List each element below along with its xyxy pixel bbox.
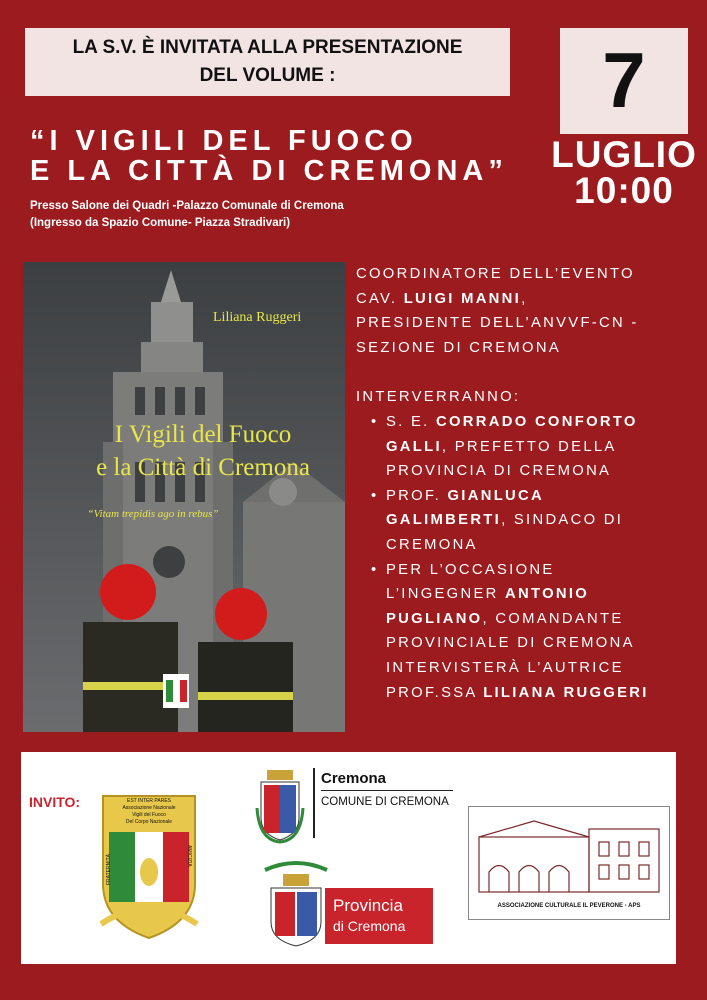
speaker-2-name: GIANLUCA	[447, 487, 544, 504]
speaker-1-role: , PREFETTO DELLA	[441, 438, 617, 455]
speaker-3-prefix: L’INGEGNER	[386, 586, 506, 603]
invite-line-2: DEL VOLUME :	[199, 65, 336, 86]
coordinator-line-3: PRESIDENTE DELL’ANVVF-CN -	[356, 315, 639, 332]
cathedral-photo	[23, 262, 345, 732]
author-name: LILIANA RUGGERI	[483, 684, 649, 701]
book-title-line-1: “I VIGILI DEL FUOCO	[30, 125, 418, 157]
book-title	[30, 126, 530, 186]
peverone-logo	[468, 806, 670, 920]
provincia-logo	[261, 860, 441, 950]
date-time: 10:00	[574, 170, 674, 211]
speaker-3-interview-line: INTERVISTERÀ L’AUTRICE	[386, 659, 624, 676]
speaker-1	[356, 410, 702, 484]
speaker-2-role-line: CREMONA	[386, 536, 478, 553]
coordinator-line-4: SEZIONE DI CREMONA	[356, 339, 562, 356]
coordinator-line-1: COORDINATORE DELL’EVENTO	[356, 266, 635, 282]
speaker-2-role: , SINDACO DI	[501, 512, 624, 529]
speaker-3-role-line: PROVINCIALE DI CREMONA	[386, 635, 635, 652]
provincia-line-1: Provincia	[333, 896, 403, 915]
anvvf-top: EST INTER PARES	[127, 798, 171, 804]
comune-logo	[255, 768, 455, 848]
speaker-2	[356, 484, 702, 558]
peverone-building-icon	[469, 807, 669, 897]
venue-line-2: (Ingresso da Spazio Comune- Piazza Stradivari)	[30, 217, 291, 229]
book-cover	[23, 262, 345, 732]
coordinator-suffix: ,	[521, 290, 528, 307]
anvvf-right-ribbon: AMICIZIA	[186, 845, 192, 867]
footer-logos	[21, 752, 676, 964]
cover-title-line-1: I Vigili del Fuoco	[114, 421, 292, 448]
venue-line-1: Presso Salone dei Quadri -Palazzo Comunale di Cremona	[30, 200, 344, 212]
event-details	[356, 262, 702, 705]
comune-name: Cremona	[321, 770, 387, 787]
speaker-1-role-line: PROVINCIA DI CREMONA	[386, 463, 612, 480]
bullet: •	[371, 561, 379, 578]
book-title-line-2: E LA CITTÀ DI CREMONA”	[30, 155, 508, 187]
bullet: •	[371, 487, 379, 504]
anvvf-emblem	[99, 792, 199, 942]
speaker-3-intro: PER L’OCCASIONE	[386, 561, 555, 578]
peverone-label: ASSOCIAZIONE CULTURALE IL PEVERONE - APS	[497, 903, 641, 909]
speakers-heading: INTERVERRANNO:	[356, 389, 521, 406]
speaker-3-role: , COMANDANTE	[482, 610, 624, 627]
speaker-2-surname: GALIMBERTI	[386, 512, 502, 529]
anvvf-line-1: Associazione Nazionale	[122, 805, 176, 811]
speaker-3	[356, 558, 702, 706]
anvvf-line-2: Vigili del Fuoco	[132, 812, 166, 818]
anvvf-text	[109, 798, 189, 826]
invite-line-1: LA S.V. È INVITATA ALLA PRESENTAZIONE	[72, 37, 463, 58]
speaker-3-name: ANTONIO	[505, 586, 590, 603]
comune-crest-icon	[255, 768, 305, 844]
cover-title-line-2: e la Città di Cremona	[96, 454, 310, 481]
speaker-1-surname: GALLI	[386, 438, 442, 455]
invite-header	[25, 28, 510, 96]
provincia-label-box	[325, 888, 433, 944]
date-day-box	[560, 28, 688, 134]
speaker-1-prefix: S. E.	[386, 413, 436, 430]
comune-subtitle: COMUNE DI CREMONA	[321, 796, 449, 808]
anvvf-left-ribbon: FRATERNITÀ	[106, 853, 112, 885]
speaker-1-name: CORRADO CONFORTO	[435, 413, 638, 430]
bullet: •	[371, 413, 379, 430]
date-month: LUGLIO	[551, 134, 697, 175]
cover-motto: “Vitam trepidis ago in rebus”	[87, 508, 219, 520]
speaker-2-prefix: PROF.	[386, 487, 448, 504]
venue	[30, 198, 344, 232]
invito-label: INVITO:	[29, 794, 81, 810]
anvvf-line-3: Del Corpo Nazionale	[125, 819, 173, 825]
provincia-line-2: di Cremona	[333, 918, 406, 934]
author-prefix: PROF.SSA	[386, 684, 484, 701]
coordinator-prefix: CAV.	[356, 290, 404, 307]
cover-title	[63, 418, 343, 484]
coordinator-name: LUIGI MANNI	[403, 290, 522, 307]
speaker-3-surname: PUGLIANO	[386, 610, 483, 627]
date-day: 7	[602, 36, 646, 124]
provincia-crest-icon	[261, 860, 331, 948]
cover-author: Liliana Ruggeri	[213, 310, 302, 325]
coordinator-line-2	[356, 287, 702, 312]
